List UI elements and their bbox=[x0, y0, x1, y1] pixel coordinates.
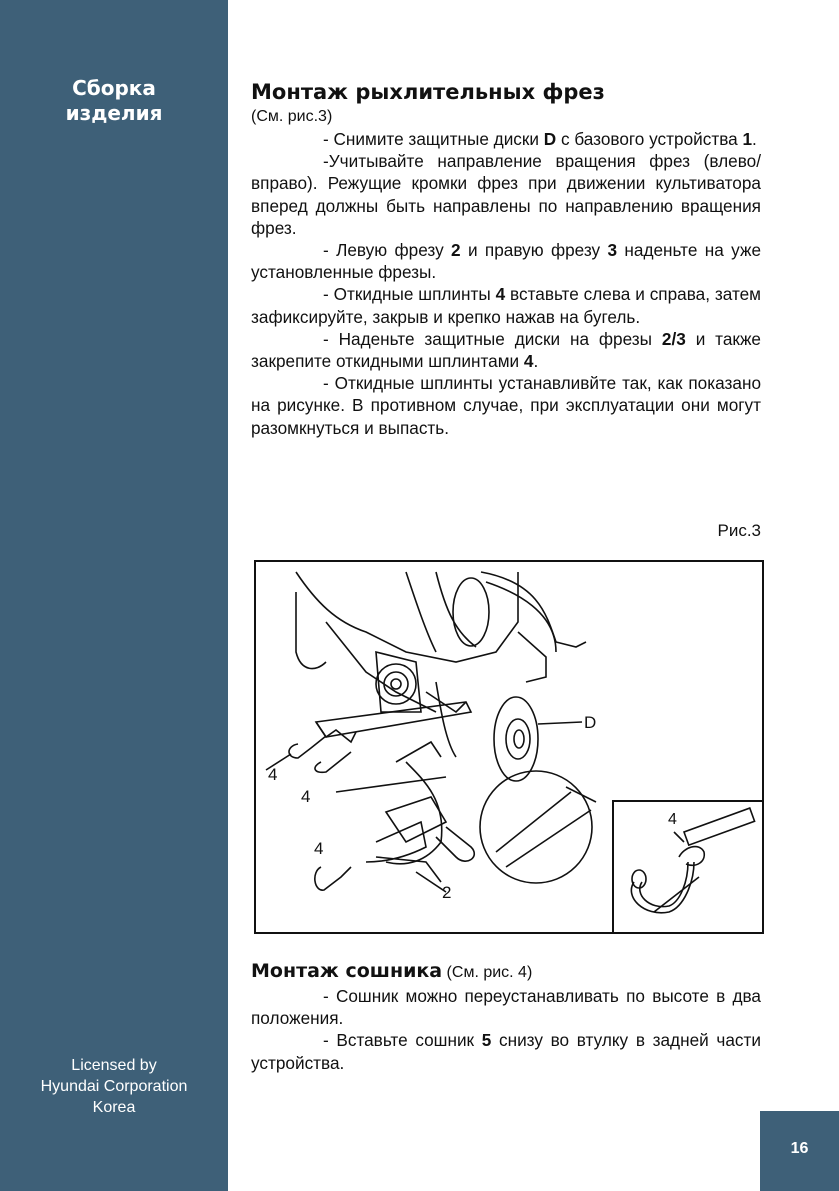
section2-paragraph-2: - Вставьте сошник 5 снизу во втулку в задней части устройства. bbox=[251, 1030, 761, 1073]
callout-4a: 4 bbox=[268, 765, 278, 784]
sidebar bbox=[0, 0, 228, 1191]
page-number: 16 bbox=[790, 1140, 809, 1157]
callout-d: D bbox=[584, 713, 597, 732]
paragraph-3: - Левую фрезу 2 и правую фрезу 3 наденьте на уже установленные фрезы. bbox=[251, 240, 761, 283]
paragraph-4: - Откидные шплинты 4 вставьте слева и справа, затем зафиксируйте, закрыв и крепко нажав на бугель. bbox=[251, 284, 761, 327]
paragraph-1: - Снимите защитные диски D с базового устройства 1. bbox=[323, 129, 757, 149]
callout-2: 2 bbox=[442, 883, 452, 902]
section2-heading-ref: (См. рис. 4) bbox=[442, 964, 533, 981]
figure-inset-cotter-pin bbox=[612, 800, 764, 934]
license-line1: Licensed by bbox=[71, 1057, 157, 1074]
section-title-line2: изделия bbox=[65, 101, 163, 125]
license-note bbox=[0, 1055, 228, 1118]
section2-content bbox=[251, 985, 761, 1074]
section-subheading: (См. рис.3) bbox=[251, 108, 333, 125]
section-heading: Монтаж рыхлительных фрез bbox=[251, 80, 605, 104]
section2-heading-title: Монтаж сошника bbox=[251, 960, 443, 982]
inset-callout-4: 4 bbox=[668, 811, 677, 828]
section2-paragraph-1: - Сошник можно переустанавливать по высоте в два положения. bbox=[251, 986, 761, 1029]
section2-heading bbox=[251, 960, 771, 984]
main-content bbox=[251, 78, 761, 439]
figure-label: Рис.3 bbox=[717, 521, 761, 540]
paragraph-5: - Наденьте защитные диски на фрезы 2/3 и также закрепите откидными шплинтами 4. bbox=[251, 328, 761, 372]
license-line2: Hyundai Corporation bbox=[40, 1078, 188, 1095]
callout-4b: 4 bbox=[301, 787, 311, 806]
callout-4c: 4 bbox=[314, 839, 324, 858]
paragraph-2: -Учитывайте направление вращения фрез (влево/вправо). Режущие кромки фрез при движении культиватора вперед должны быть направлены по направлению вращения фрез. bbox=[251, 151, 761, 238]
license-line3: Korea bbox=[92, 1099, 136, 1116]
paragraph-6: - Откидные шплинты устанавливйте так, как показано на рисунке. В противном случае, при эксплуатации они могут разомкнуться и выпасть. bbox=[251, 373, 761, 438]
section-title bbox=[0, 76, 228, 126]
section-title-line1: Сборка bbox=[72, 76, 156, 100]
cotter-pin-drawing bbox=[614, 802, 762, 932]
